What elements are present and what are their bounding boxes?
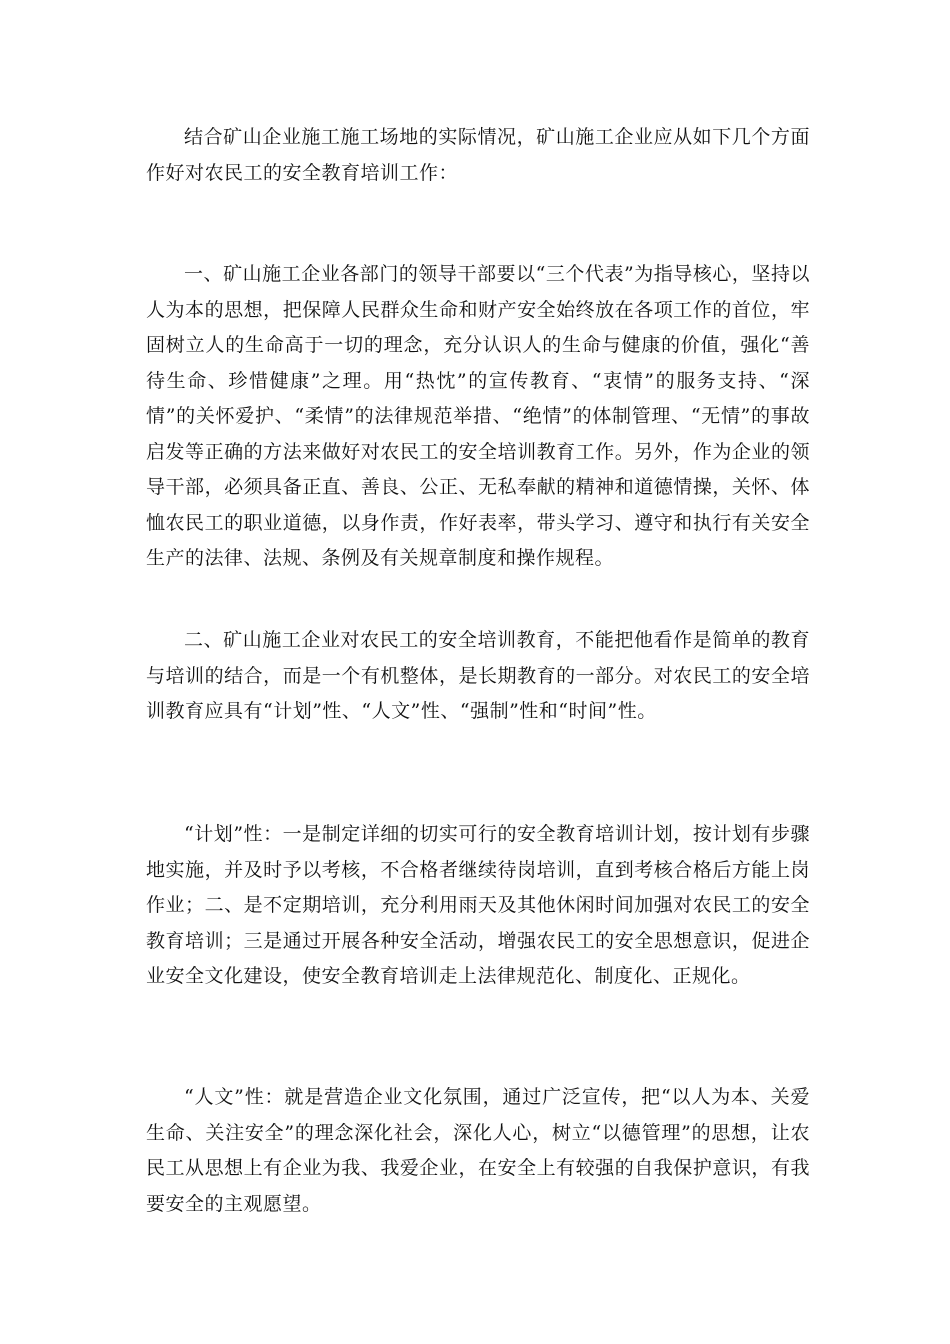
- paragraph-section-one: 一、矿山施工企业各部门的领导干部要以“三个代表”为指导核心，坚持以人为本的思想，把保障人民群众生命和财产安全始终放在各项工作的首位，牢固树立人的生命高于一切的理念，充分认识人的生命与健康的价值，强化“善待生命、珍惜健康”之理。用“热忱”的宣传教育、“衷情”的服务支持、“深情”的关怀爱护、“柔情”的法律规范举措、“绝情”的体制管理、“无情”的事故启发等正确的方法来做好对农民工的安全培训教育工作。另外，作为企业的领导干部，必须具备正直、善良、公正、无私奉献的精神和道德情操，关怀、体恤农民工的职业道德，以身作责，作好表率，带头学习、遵守和执行有关安全生产的法律、法规、条例及有关规章制度和操作规程。: [146, 263, 810, 569]
- paragraph-section-two: 二、矿山施工企业对农民工的安全培训教育，不能把他看作是简单的教育与培训的结合，而是一个有机整体，是长期教育的一部分。对农民工的安全培训教育应具有“计划”性、“人文”性、“强制”性和“时间”性。: [146, 629, 810, 722]
- paragraph-planning: “计划”性：一是制定详细的切实可行的安全教育培训计划，按计划有步骤地实施，并及时予以考核，不合格者继续待岗培训，直到考核合格后方能上岗作业；二、是不定期培训，充分利用雨天及其他休闲时间加强对农民工的安全教育培训；三是通过开展各种安全活动，增强农民工的安全思想意识，促进企业安全文化建设，使安全教育培训走上法律规范化、制度化、正规化。: [146, 823, 810, 987]
- paragraph-intro: 结合矿山企业施工施工场地的实际情况，矿山施工企业应从如下几个方面作好对农民工的安全教育培训工作：: [146, 126, 810, 184]
- paragraph-humanistic: “人文”性：就是营造企业文化氛围，通过广泛宣传，把“以人为本、关爱生命、关注安全”的理念深化社会，深化人心，树立“以德管理”的思想，让农民工从思想上有企业为我、我爱企业，在安全上有较强的自我保护意识，有我要安全的主观愿望。: [146, 1086, 810, 1215]
